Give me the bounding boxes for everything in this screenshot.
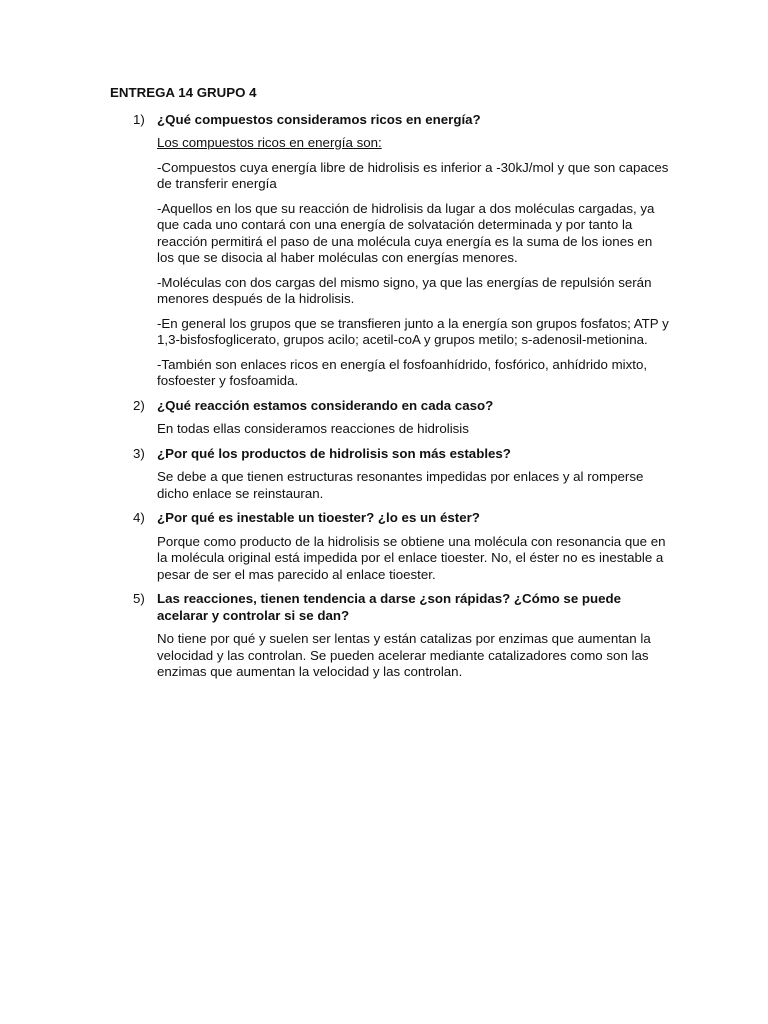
question-number: 2) [133,397,145,413]
question-text: ¿Qué compuestos consideramos ricos en energía? [157,111,481,127]
answer-paragraph: -En general los grupos que se transfieren junto a la energía son grupos fosfatos; ATP y 1,3-bisfosfoglicerato, grupos acilo; acetil-coA y grupos metilo; s-adenosil-metionina. [157,315,669,347]
question-number: 3) [133,445,145,461]
answer-3 [110,469,670,502]
question-text: ¿Por qué los productos de hidrolisis son más estables? [157,445,511,461]
answer-5 [110,631,670,681]
answer-1 [110,135,670,390]
question-3 [110,446,670,463]
answer-paragraph: En todas ellas consideramos reacciones de hidrolisis [157,421,469,436]
question-text: Las reacciones, tienen tendencia a darse ¿son rápidas? ¿Cómo se puede acelarar y controlar si se dan? [157,591,622,623]
question-number: 1) [133,111,145,127]
answer-paragraph: -Compuestos cuya energía libre de hidrolisis es inferior a -30kJ/mol y que son capaces de transferir energía [157,159,669,191]
question-1 [110,112,670,129]
answer-paragraph: -Aquellos en los que su reacción de hidrolisis da lugar a dos moléculas cargadas, ya que cada uno contará con una energía de solvatación determinada y por tanto la reacción permitirá el paso de una molécula cuya energía es la suma de los iones en los que se disocia al haber moléculas con energías menores. [157,200,655,265]
answer-4 [110,534,670,584]
question-text: ¿Qué reacción estamos considerando en cada caso? [157,397,494,413]
answer-paragraph: Se debe a que tienen estructuras resonantes impedidas por enlaces y al romperse dicho enlace se reinstauran. [157,469,644,501]
question-5 [110,591,670,624]
answer-2 [110,421,670,438]
answer-paragraph: -Moléculas con dos cargas del mismo signo, ya que las energías de repulsión serán menores después de la hidrolisis. [157,274,652,306]
question-2 [110,398,670,415]
answer-paragraph: -También son enlaces ricos en energía el fosfoanhídrido, fosfórico, anhídrido mixto, fosfoester y fosfoamida. [157,356,648,388]
question-text: ¿Por qué es inestable un tioester? ¿lo es un éster? [157,510,480,525]
question-number: 4) [133,510,145,525]
document-title: ENTREGA 14 GRUPO 4 [110,85,257,100]
document-page [110,85,670,689]
answer-paragraph: No tiene por qué y suelen ser lentas y están catalizas por enzimas que aumentan la velocidad y las controlan. Se pueden acelerar mediante catalizadores como son las enzimas que aumentan la velocidad y las controlan. [157,631,651,679]
question-number: 5) [133,591,145,606]
answer-paragraph: Porque como producto de la hidrolisis se obtiene una molécula con resonancia que en la molécula original está impedida por el enlace tioester. No, el éster no es inestable a pesar de ser el mas parecido al enlace tioester. [157,533,666,582]
answer-subheading: Los compuestos ricos en energía son: [157,135,382,150]
question-4 [110,510,670,527]
